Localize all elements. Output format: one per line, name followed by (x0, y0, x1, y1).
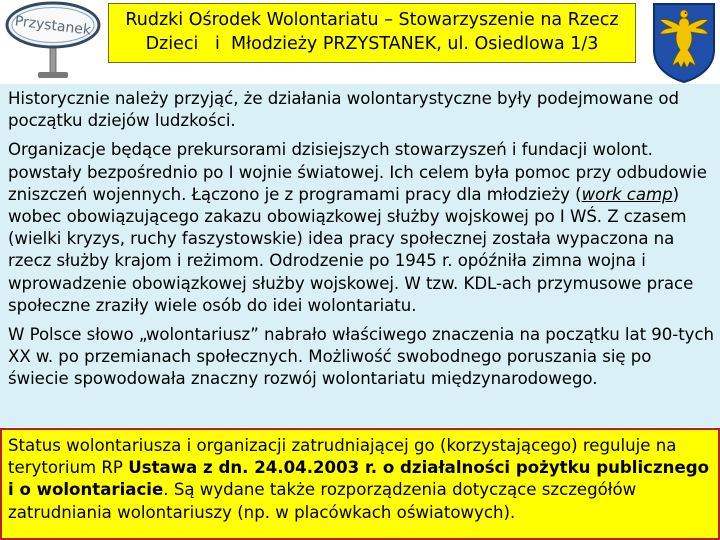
work-camp-term: work camp (581, 184, 673, 204)
paragraph-history: Historycznie należy przyjąć, że działania wolontarystyczne były podejmowane od początku dziejów ludzkości. (8, 89, 679, 131)
law-name: Ustawa z dn. 24.04.2003 r. o działalności pożytku publicznego i o wolontariacie (8, 458, 709, 500)
history-text-panel (0, 84, 720, 427)
page-title (108, 3, 636, 63)
paragraph-organizations (8, 139, 716, 317)
legal-status-panel (0, 428, 720, 540)
legal-status-text-1: Status wolontariusza i organizacji zatrudniającej go (korzystającego) reguluje na terytorium RP (8, 436, 677, 478)
eagle-coat-of-arms-icon (650, 0, 718, 84)
title-line-2: Dzieci i Młodzieży PRZYSTANEK, ul. Osiedlowa 1/3 (145, 34, 599, 54)
bus-stop-sign-icon (2, 0, 106, 82)
legal-status-text-2: . Są wydane także rozporządzenia dotyczące szczegółów zatrudniania wolontariuszy (np. w placówkach oświatowych). (8, 480, 637, 522)
paragraph-poland: W Polsce słowo „wolontariusz” nabrało właściwego znaczenia na początku lat 90-tych XX w. po przemianach społecznych. Możliwość swobodnego poruszania się po świecie spowodowała znaczny rozwój wolontariatu międzynarodowego. (8, 325, 714, 389)
logo-text: Przystanek (13, 13, 92, 39)
paragraph-organizations-part-2: ) wobec obowiązującego zakazu obowiązkowej służby wojskowej po I WŚ. Z czasem (wielki kryzys, ruchy faszystowskie) idea pracy społecznej została wypaczona na rzecz służby krajom i reżimom. Odrodzenie po 1945 r. opóźniła zimna wojna i wprowadzenie obowiązkowej służby wojskowej. W tzw. KDL-ach przymusowe prace społeczne zraziły wiele osób do idei wolontariatu. (8, 184, 694, 315)
title-line-1: Rudzki Ośrodek Wolontariatu – Stowarzyszenie na Rzecz (125, 10, 619, 30)
paragraph-organizations-part-1: Organizacje będące prekursorami dzisiejszych stowarzyszeń i fundacji wolont. powstały bezpośrednio po I wojnie światowej. Ich celem była pomoc przy odbudowie zniszczeń wojennych. Łączono je z programami pracy dla młodzieży ( (8, 140, 707, 204)
